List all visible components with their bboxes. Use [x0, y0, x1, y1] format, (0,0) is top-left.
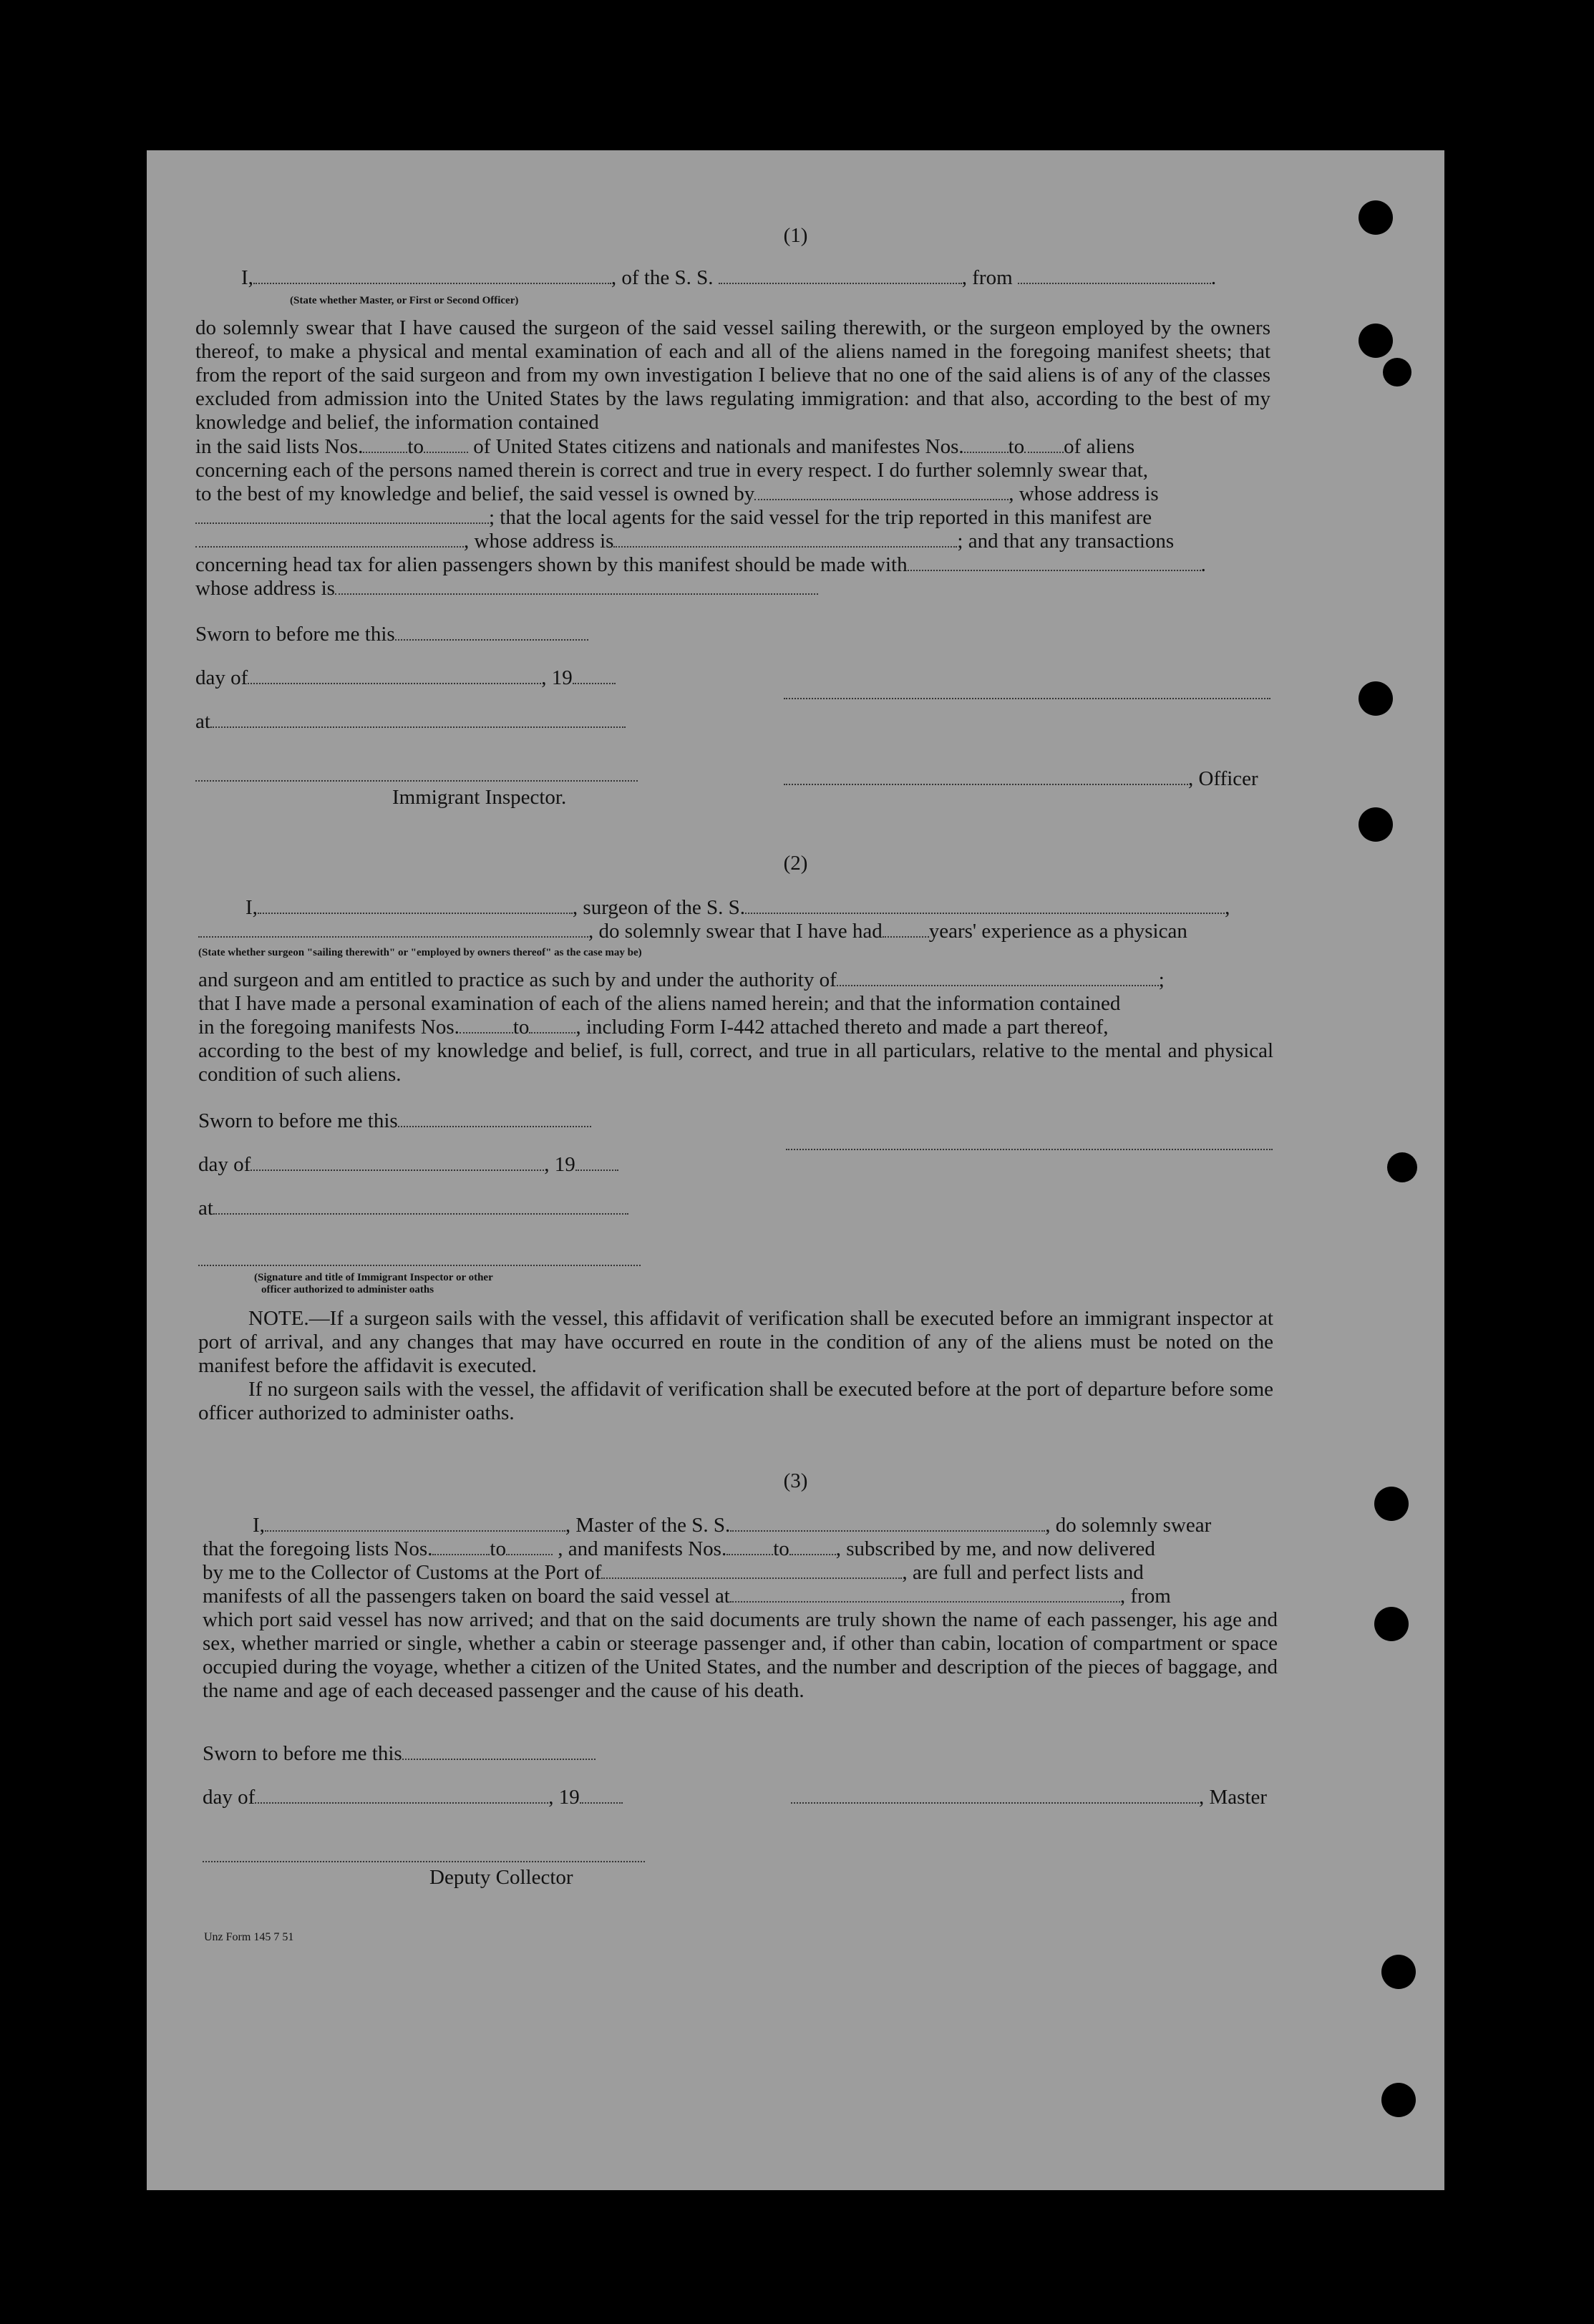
- section-3-collector-label: Deputy Collector: [429, 1866, 573, 1889]
- section-2-surgeon-note: (State whether surgeon "sailing therewith" or "employed by owners thereof" as the case may be): [198, 947, 642, 958]
- section-1-agents-line: ; that the local agents for the said vessel for the trip reported in this manifest are: [195, 506, 1152, 530]
- punch-hole: [1387, 1152, 1417, 1182]
- section-2-first-line: I, , surgeon of the S. S. ,: [246, 896, 1230, 919]
- punch-hole: [1374, 1607, 1409, 1641]
- section-3-lists-line: that the foregoing lists Nos. to , and manifests Nos. to , subscribed by me, and now delivered: [203, 1537, 1155, 1560]
- punch-hole: [1359, 681, 1393, 716]
- section-1-inspector-label: Immigrant Inspector.: [392, 786, 567, 809]
- section-1-officer-note: (State whether Master, or First or Second Officer): [290, 295, 519, 306]
- section-2-second-line: , do solemnly swear that I have had years' experience as a physican: [198, 920, 1187, 943]
- section-1-sworn: Sworn to before me this: [195, 623, 588, 646]
- punch-hole: [1359, 807, 1393, 842]
- section-2-no-surgeon-paragraph: If no surgeon sails with the vessel, the affidavit of verification shall be executed before at the port of departure before some officer authorized to administer oaths.: [198, 1378, 1273, 1424]
- section-2-body: according to the best of my knowledge and belief, is full, correct, and true in all particulars, relative to the mental and physical condition of such aliens.: [198, 1039, 1273, 1086]
- section-1-at: at: [195, 710, 626, 734]
- section-3-day-of: day of , 19: [203, 1786, 623, 1809]
- section-2-authority-line: and surgeon and am entitled to practice as such by and under the authority of ;: [198, 968, 1165, 991]
- section-2-manifests-line: in the foregoing manifests Nos. to , including Form I-442 attached thereto and made a part thereof,: [198, 1016, 1109, 1039]
- section-2-inspector-line: [198, 1265, 641, 1266]
- section-1-officer-line: , Officer: [784, 767, 1258, 791]
- section-2-number: (2): [783, 852, 808, 875]
- section-1-lists-line: in the said lists Nos. to of United States citizens and nationals and manifestes Nos. to of aliens: [195, 435, 1135, 458]
- punch-hole: [1381, 1955, 1416, 1989]
- section-3-body: which port said vessel has now arrived; and that on the said documents are truly shown the name of each passenger, his age and sex, whether married or single, whether a cabin or steerage passenger and, if other than cabin, location of compartment or space occupied during the voyage, whether a citizen of the United States, and the number and description of the pieces of baggage, and the name and age of each deceased passenger and the cause of his death.: [203, 1608, 1278, 1702]
- section-2-exam-line: that I have made a personal examination of each of the aliens named herein; and that the information contained: [198, 992, 1121, 1015]
- section-1-number: (1): [783, 224, 808, 247]
- section-1-signature-line: [784, 698, 1270, 699]
- section-3-port-line: by me to the Collector of Customs at the Port of , are full and perfect lists and: [203, 1561, 1144, 1584]
- section-2-note-paragraph: NOTE.—If a surgeon sails with the vessel, this affidavit of verification shall be executed before an immigrant inspector at port of arrival, and any changes that may have occurred en route in the condition of any of the aliens must be noted on the manifest before the affidavit is executed.: [198, 1307, 1273, 1377]
- section-1-whose-address-line: whose address is: [195, 577, 818, 601]
- section-2-sig-note-1: (Signature and title of Immigrant Inspector or other: [254, 1272, 493, 1283]
- section-2-signature-line: [786, 1149, 1273, 1150]
- section-1-headtax-line: concerning head tax for alien passengers shown by this manifest should be made with .: [195, 553, 1206, 576]
- section-3-number: (3): [783, 1469, 808, 1492]
- section-2-sig-note-2: officer authorized to administer oaths: [261, 1284, 434, 1295]
- section-3-master-line: , Master: [791, 1786, 1267, 1809]
- form-sheet: [147, 150, 1444, 2190]
- section-1-body: do solemnly swear that I have caused the surgeon of the said vessel sailing therewith, or the surgeon employed by the owners thereof, to make a physical and mental examination of each and all of the aliens named in the foregoing manifest sheets; that from the report of the said surgeon and from my own investigation I believe that no one of the said aliens is of any of the classes excluded from admission into the United States by the laws regulating immigration: and that also, according to the best of my knowledge and belief, the information contained: [195, 316, 1270, 434]
- section-2-at: at: [198, 1197, 628, 1220]
- section-1-owned-line: to the best of my knowledge and belief, the said vessel is owned by , whose address is: [195, 482, 1159, 505]
- punch-hole: [1381, 2083, 1416, 2117]
- section-3-collector-line: [203, 1861, 645, 1862]
- section-3-manifests-line: manifests of all the passengers taken on board the said vessel at , from: [203, 1585, 1171, 1608]
- form-number: Unz Form 145 7 51: [204, 1931, 294, 1943]
- section-3-first-line: I, , Master of the S. S. , do solemnly swear: [253, 1514, 1212, 1537]
- section-2-day-of: day of , 19: [198, 1153, 618, 1177]
- punch-hole: [1359, 324, 1393, 358]
- section-1-first-line: I, , of the S. S. , from .: [241, 266, 1217, 289]
- section-1-concerning-line: concerning each of the persons named therein is correct and true in every respect. I do further solemnly swear that,: [195, 459, 1149, 482]
- punch-hole: [1383, 358, 1411, 386]
- section-2-sworn: Sworn to before me this: [198, 1109, 591, 1133]
- section-3-sworn: Sworn to before me this: [203, 1742, 596, 1766]
- section-1-inspector-line: [195, 780, 638, 782]
- punch-hole: [1359, 200, 1393, 235]
- punch-hole: [1374, 1487, 1409, 1521]
- section-1-whose-line: , whose address is ; and that any transactions: [195, 530, 1174, 553]
- section-1-day-of: day of , 19: [195, 666, 616, 690]
